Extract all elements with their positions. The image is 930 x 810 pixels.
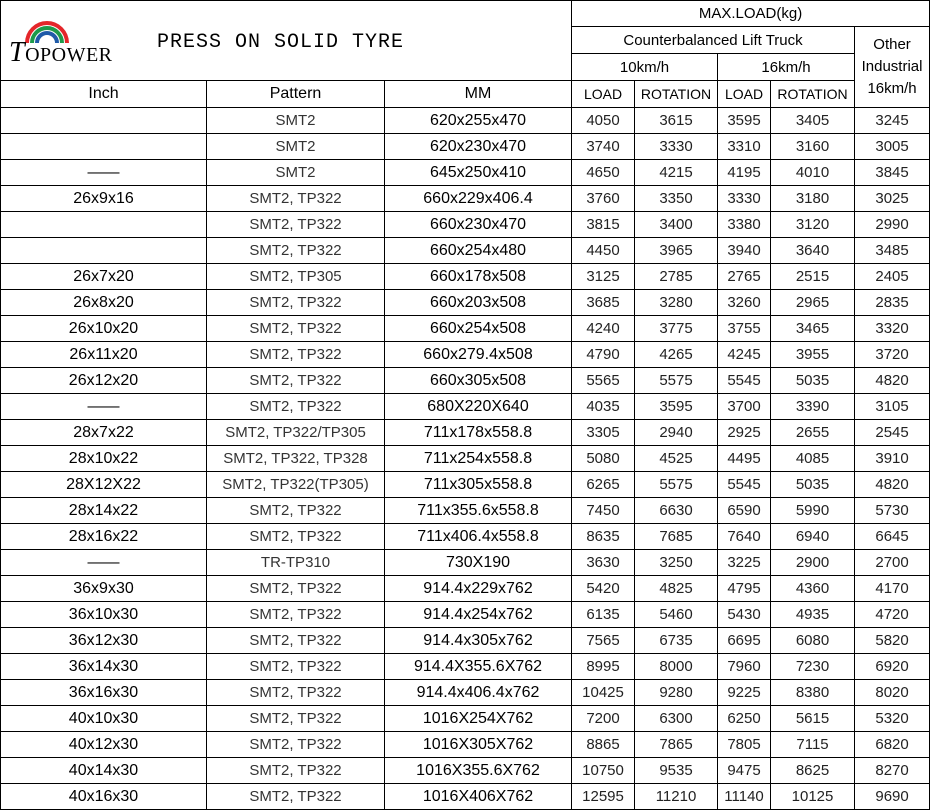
other-industrial-cell: 6645 (855, 524, 930, 550)
brand-name: TOPOWER (9, 37, 113, 68)
load-16-cell: 7805 (718, 732, 771, 758)
rotation-16-cell: 5990 (771, 498, 855, 524)
load-10-cell: 8995 (572, 654, 635, 680)
inch-cell (1, 134, 207, 160)
other-industrial-cell: 5320 (855, 706, 930, 732)
inch-cell: 26x10x20 (1, 316, 207, 342)
load-10-cell: 3630 (572, 550, 635, 576)
other-industrial-cell: 3005 (855, 134, 930, 160)
inch-cell: 28x7x22 (1, 420, 207, 446)
mm-cell: 620x230x470 (385, 134, 572, 160)
rotation-10-cell: 6630 (635, 498, 718, 524)
load-10-cell: 4790 (572, 342, 635, 368)
inch-cell: 28x10x22 (1, 446, 207, 472)
rotation-16-cell: 5035 (771, 472, 855, 498)
inch-cell (1, 212, 207, 238)
mm-cell: 711x355.6x558.8 (385, 498, 572, 524)
rotation-10-cell: 3280 (635, 290, 718, 316)
load-10-cell: 8635 (572, 524, 635, 550)
load-16-cell: 4245 (718, 342, 771, 368)
other-industrial-cell: 8270 (855, 758, 930, 784)
mm-cell: 711x178x558.8 (385, 420, 572, 446)
load-16-cell: 3940 (718, 238, 771, 264)
load-10-cell: 10425 (572, 680, 635, 706)
mm-cell: 660x230x470 (385, 212, 572, 238)
rotation-10-cell: 8000 (635, 654, 718, 680)
pattern-cell: SMT2, TP322 (207, 654, 385, 680)
load-10-cell: 7565 (572, 628, 635, 654)
pattern-cell: SMT2, TP322 (207, 524, 385, 550)
pattern-cell: SMT2, TP322 (207, 706, 385, 732)
pattern-cell: SMT2, TP322 (207, 342, 385, 368)
load-16-cell: 3260 (718, 290, 771, 316)
rotation-10-cell: 4825 (635, 576, 718, 602)
mm-cell: 1016X355.6X762 (385, 758, 572, 784)
table-row (1, 498, 930, 524)
table-row (1, 368, 930, 394)
rotation-16-cell: 8625 (771, 758, 855, 784)
rotation-16-cell: 4360 (771, 576, 855, 602)
load-10-cell: 6135 (572, 602, 635, 628)
other-industrial-cell: 9690 (855, 784, 930, 810)
table-row (1, 134, 930, 160)
mm-cell: 914.4x229x762 (385, 576, 572, 602)
load-10-cell: 4035 (572, 394, 635, 420)
other-industrial-header: Other Industrial 16km/h (855, 27, 930, 108)
rotation-10-cell: 5460 (635, 602, 718, 628)
mm-cell: 645x250x410 (385, 160, 572, 186)
table-body (1, 108, 930, 810)
rotation-16-cell: 3120 (771, 212, 855, 238)
other-industrial-cell: 2990 (855, 212, 930, 238)
inch-cell (1, 238, 207, 264)
table-row (1, 758, 930, 784)
rotation-10-cell: 3330 (635, 134, 718, 160)
load-10-cell: 12595 (572, 784, 635, 810)
inch-cell: 26x11x20 (1, 342, 207, 368)
inch-cell: 36x9x30 (1, 576, 207, 602)
header-brand-cell (1, 1, 572, 81)
inch-cell: 28x14x22 (1, 498, 207, 524)
rotation-16-cell: 8380 (771, 680, 855, 706)
table-row (1, 186, 930, 212)
pattern-cell: SMT2, TP322 (207, 576, 385, 602)
mm-cell: 711x305x558.8 (385, 472, 572, 498)
rotation-16-cell: 5035 (771, 368, 855, 394)
mm-cell: 914.4X355.6X762 (385, 654, 572, 680)
inch-cell: 40x12x30 (1, 732, 207, 758)
mm-cell: 620x255x470 (385, 108, 572, 134)
counterbalanced-header: Counterbalanced Lift Truck (572, 27, 855, 54)
other-industrial-cell: 4820 (855, 472, 930, 498)
pattern-cell: SMT2 (207, 134, 385, 160)
rotation-16-cell: 6940 (771, 524, 855, 550)
rotation-10-cell: 4215 (635, 160, 718, 186)
rotation-16-cell: 2965 (771, 290, 855, 316)
table-row (1, 732, 930, 758)
table-row (1, 212, 930, 238)
mm-cell: 914.4x254x762 (385, 602, 572, 628)
inch-cell: 26x9x16 (1, 186, 207, 212)
table-row (1, 446, 930, 472)
table-row (1, 524, 930, 550)
load-16-cell: 11140 (718, 784, 771, 810)
load-16-column-header: LOAD (718, 81, 771, 108)
rotation-16-cell: 4085 (771, 446, 855, 472)
inch-cell: 26x7x20 (1, 264, 207, 290)
other-industrial-cell: 2835 (855, 290, 930, 316)
table-row (1, 628, 930, 654)
mm-cell: 680X220X640 (385, 394, 572, 420)
mm-cell: 660x254x508 (385, 316, 572, 342)
mm-cell: 711x254x558.8 (385, 446, 572, 472)
other-industrial-cell: 3025 (855, 186, 930, 212)
load-16-cell: 9225 (718, 680, 771, 706)
pattern-cell: SMT2, TP322 (207, 602, 385, 628)
rotation-10-cell: 3250 (635, 550, 718, 576)
rotation-10-cell: 2940 (635, 420, 718, 446)
other-industrial-cell: 3845 (855, 160, 930, 186)
load-16-cell: 3755 (718, 316, 771, 342)
pattern-cell: SMT2, TP305 (207, 264, 385, 290)
load-10-cell: 4240 (572, 316, 635, 342)
mm-cell: 660x203x508 (385, 290, 572, 316)
table-row (1, 706, 930, 732)
rotation-10-cell: 7865 (635, 732, 718, 758)
rotation-10-cell: 5575 (635, 472, 718, 498)
load-10-cell: 3815 (572, 212, 635, 238)
other-industrial-cell: 6920 (855, 654, 930, 680)
rotation-10-cell: 4265 (635, 342, 718, 368)
load-16-cell: 5545 (718, 368, 771, 394)
load-16-cell: 6590 (718, 498, 771, 524)
rotation-16-cell: 3955 (771, 342, 855, 368)
mm-cell: 660x254x480 (385, 238, 572, 264)
load-10-cell: 5080 (572, 446, 635, 472)
other-industrial-cell: 2700 (855, 550, 930, 576)
rotation-16-cell: 4010 (771, 160, 855, 186)
inch-cell: 28x16x22 (1, 524, 207, 550)
inch-cell: 40x14x30 (1, 758, 207, 784)
rotation-10-cell: 3615 (635, 108, 718, 134)
load-10-cell: 7200 (572, 706, 635, 732)
rotation-10-cell: 11210 (635, 784, 718, 810)
mm-cell: 914.4x305x762 (385, 628, 572, 654)
table-row (1, 316, 930, 342)
pattern-cell: SMT2, TP322 (207, 784, 385, 810)
rotation-16-cell: 3160 (771, 134, 855, 160)
other-industrial-cell: 2545 (855, 420, 930, 446)
load-16-cell: 6695 (718, 628, 771, 654)
load-16-cell: 3310 (718, 134, 771, 160)
inch-cell: —— (1, 394, 207, 420)
other-industrial-cell: 4820 (855, 368, 930, 394)
pattern-cell: SMT2, TP322/TP305 (207, 420, 385, 446)
load-16-cell: 3330 (718, 186, 771, 212)
rotation-10-cell: 5575 (635, 368, 718, 394)
rotation-16-cell: 3640 (771, 238, 855, 264)
mm-cell: 1016X254X762 (385, 706, 572, 732)
load-10-column-header: LOAD (572, 81, 635, 108)
other-industrial-cell: 5820 (855, 628, 930, 654)
rotation-16-column-header: ROTATION (771, 81, 855, 108)
table-row (1, 160, 930, 186)
table-row (1, 290, 930, 316)
rotation-16-cell: 3180 (771, 186, 855, 212)
pattern-cell: SMT2, TP322, TP328 (207, 446, 385, 472)
other-industrial-cell: 3245 (855, 108, 930, 134)
mm-cell: 660x178x508 (385, 264, 572, 290)
table-row (1, 238, 930, 264)
other-industrial-cell: 5730 (855, 498, 930, 524)
mm-cell: 730X190 (385, 550, 572, 576)
table-row (1, 342, 930, 368)
pattern-cell: SMT2 (207, 160, 385, 186)
load-16-cell: 3595 (718, 108, 771, 134)
inch-cell: 26x8x20 (1, 290, 207, 316)
rotation-10-column-header: ROTATION (635, 81, 718, 108)
pattern-column-header: Pattern (207, 81, 385, 108)
inch-cell: 36x12x30 (1, 628, 207, 654)
load-16-cell: 6250 (718, 706, 771, 732)
mm-cell: 1016X406X762 (385, 784, 572, 810)
mm-cell: 660x279.4x508 (385, 342, 572, 368)
load-16-cell: 3225 (718, 550, 771, 576)
rotation-10-cell: 9535 (635, 758, 718, 784)
rotation-16-cell: 2655 (771, 420, 855, 446)
load-10-cell: 5565 (572, 368, 635, 394)
table-row (1, 654, 930, 680)
load-10-cell: 3685 (572, 290, 635, 316)
inch-cell: —— (1, 550, 207, 576)
pattern-cell: SMT2, TP322 (207, 732, 385, 758)
table-row (1, 550, 930, 576)
pattern-cell: SMT2, TP322 (207, 238, 385, 264)
other-industrial-cell: 6820 (855, 732, 930, 758)
inch-cell: 28X12X22 (1, 472, 207, 498)
inch-cell: 36x14x30 (1, 654, 207, 680)
other-industrial-cell: 3910 (855, 446, 930, 472)
table-row (1, 264, 930, 290)
pattern-cell: SMT2, TP322 (207, 368, 385, 394)
table-row (1, 108, 930, 134)
load-16-cell: 2925 (718, 420, 771, 446)
table-row (1, 472, 930, 498)
load-16-cell: 9475 (718, 758, 771, 784)
rotation-10-cell: 4525 (635, 446, 718, 472)
table-row (1, 420, 930, 446)
inch-cell: 26x12x20 (1, 368, 207, 394)
pattern-cell: SMT2, TP322 (207, 498, 385, 524)
load-10-cell: 6265 (572, 472, 635, 498)
rotation-16-cell: 2515 (771, 264, 855, 290)
inch-cell: 40x10x30 (1, 706, 207, 732)
pattern-cell: SMT2, TP322 (207, 186, 385, 212)
load-16-cell: 3700 (718, 394, 771, 420)
other-industrial-cell: 3720 (855, 342, 930, 368)
pattern-cell: SMT2 (207, 108, 385, 134)
pattern-cell: SMT2, TP322 (207, 680, 385, 706)
max-load-header: MAX.LOAD(kg) (572, 1, 930, 27)
mm-cell: 914.4x406.4x762 (385, 680, 572, 706)
rotation-10-cell: 3350 (635, 186, 718, 212)
rotation-10-cell: 2785 (635, 264, 718, 290)
pattern-cell: SMT2, TP322 (207, 290, 385, 316)
pattern-cell: SMT2, TP322 (207, 212, 385, 238)
load-10-cell: 3125 (572, 264, 635, 290)
other-industrial-cell: 3105 (855, 394, 930, 420)
mm-column-header: MM (385, 81, 572, 108)
load-10-cell: 7450 (572, 498, 635, 524)
pattern-cell: SMT2, TP322 (207, 394, 385, 420)
other-industrial-cell: 3320 (855, 316, 930, 342)
rotation-16-cell: 3405 (771, 108, 855, 134)
other-industrial-cell: 4170 (855, 576, 930, 602)
inch-column-header: Inch (1, 81, 207, 108)
table-row (1, 394, 930, 420)
rotation-10-cell: 9280 (635, 680, 718, 706)
table-row (1, 602, 930, 628)
load-10-cell: 4650 (572, 160, 635, 186)
other-industrial-cell: 2405 (855, 264, 930, 290)
rotation-16-cell: 10125 (771, 784, 855, 810)
rotation-10-cell: 3965 (635, 238, 718, 264)
speed-10-header: 10km/h (572, 54, 718, 81)
pattern-cell: SMT2, TP322 (207, 628, 385, 654)
load-16-cell: 5430 (718, 602, 771, 628)
other-industrial-cell: 8020 (855, 680, 930, 706)
load-10-cell: 3740 (572, 134, 635, 160)
load-10-cell: 5420 (572, 576, 635, 602)
load-10-cell: 4450 (572, 238, 635, 264)
rotation-10-cell: 7685 (635, 524, 718, 550)
page-title: PRESS ON SOLID TYRE (157, 31, 405, 54)
load-16-cell: 7640 (718, 524, 771, 550)
rotation-16-cell: 7115 (771, 732, 855, 758)
rotation-16-cell: 6080 (771, 628, 855, 654)
load-10-cell: 3305 (572, 420, 635, 446)
load-16-cell: 2765 (718, 264, 771, 290)
rotation-16-cell: 2900 (771, 550, 855, 576)
load-16-cell: 4195 (718, 160, 771, 186)
rotation-10-cell: 3595 (635, 394, 718, 420)
load-10-cell: 3760 (572, 186, 635, 212)
inch-cell (1, 108, 207, 134)
load-16-cell: 4795 (718, 576, 771, 602)
pattern-cell: TR-TP310 (207, 550, 385, 576)
rotation-10-cell: 6735 (635, 628, 718, 654)
table-row (1, 576, 930, 602)
rotation-10-cell: 6300 (635, 706, 718, 732)
rotation-10-cell: 3775 (635, 316, 718, 342)
rotation-16-cell: 5615 (771, 706, 855, 732)
load-16-cell: 4495 (718, 446, 771, 472)
other-industrial-cell: 4720 (855, 602, 930, 628)
pattern-cell: SMT2, TP322 (207, 316, 385, 342)
rotation-16-cell: 7230 (771, 654, 855, 680)
mm-cell: 711x406.4x558.8 (385, 524, 572, 550)
load-16-cell: 3380 (718, 212, 771, 238)
inch-cell: 36x16x30 (1, 680, 207, 706)
mm-cell: 1016X305X762 (385, 732, 572, 758)
other-industrial-cell: 3485 (855, 238, 930, 264)
mm-cell: 660x305x508 (385, 368, 572, 394)
inch-cell: 40x16x30 (1, 784, 207, 810)
rotation-16-cell: 3465 (771, 316, 855, 342)
mm-cell: 660x229x406.4 (385, 186, 572, 212)
table-row (1, 784, 930, 810)
rotation-10-cell: 3400 (635, 212, 718, 238)
pattern-cell: SMT2, TP322(TP305) (207, 472, 385, 498)
load-10-cell: 8865 (572, 732, 635, 758)
load-10-cell: 10750 (572, 758, 635, 784)
speed-16-header: 16km/h (718, 54, 855, 81)
inch-cell: —— (1, 160, 207, 186)
table-row (1, 680, 930, 706)
load-16-cell: 7960 (718, 654, 771, 680)
pattern-cell: SMT2, TP322 (207, 758, 385, 784)
load-10-cell: 4050 (572, 108, 635, 134)
rotation-16-cell: 4935 (771, 602, 855, 628)
load-16-cell: 5545 (718, 472, 771, 498)
rotation-16-cell: 3390 (771, 394, 855, 420)
inch-cell: 36x10x30 (1, 602, 207, 628)
